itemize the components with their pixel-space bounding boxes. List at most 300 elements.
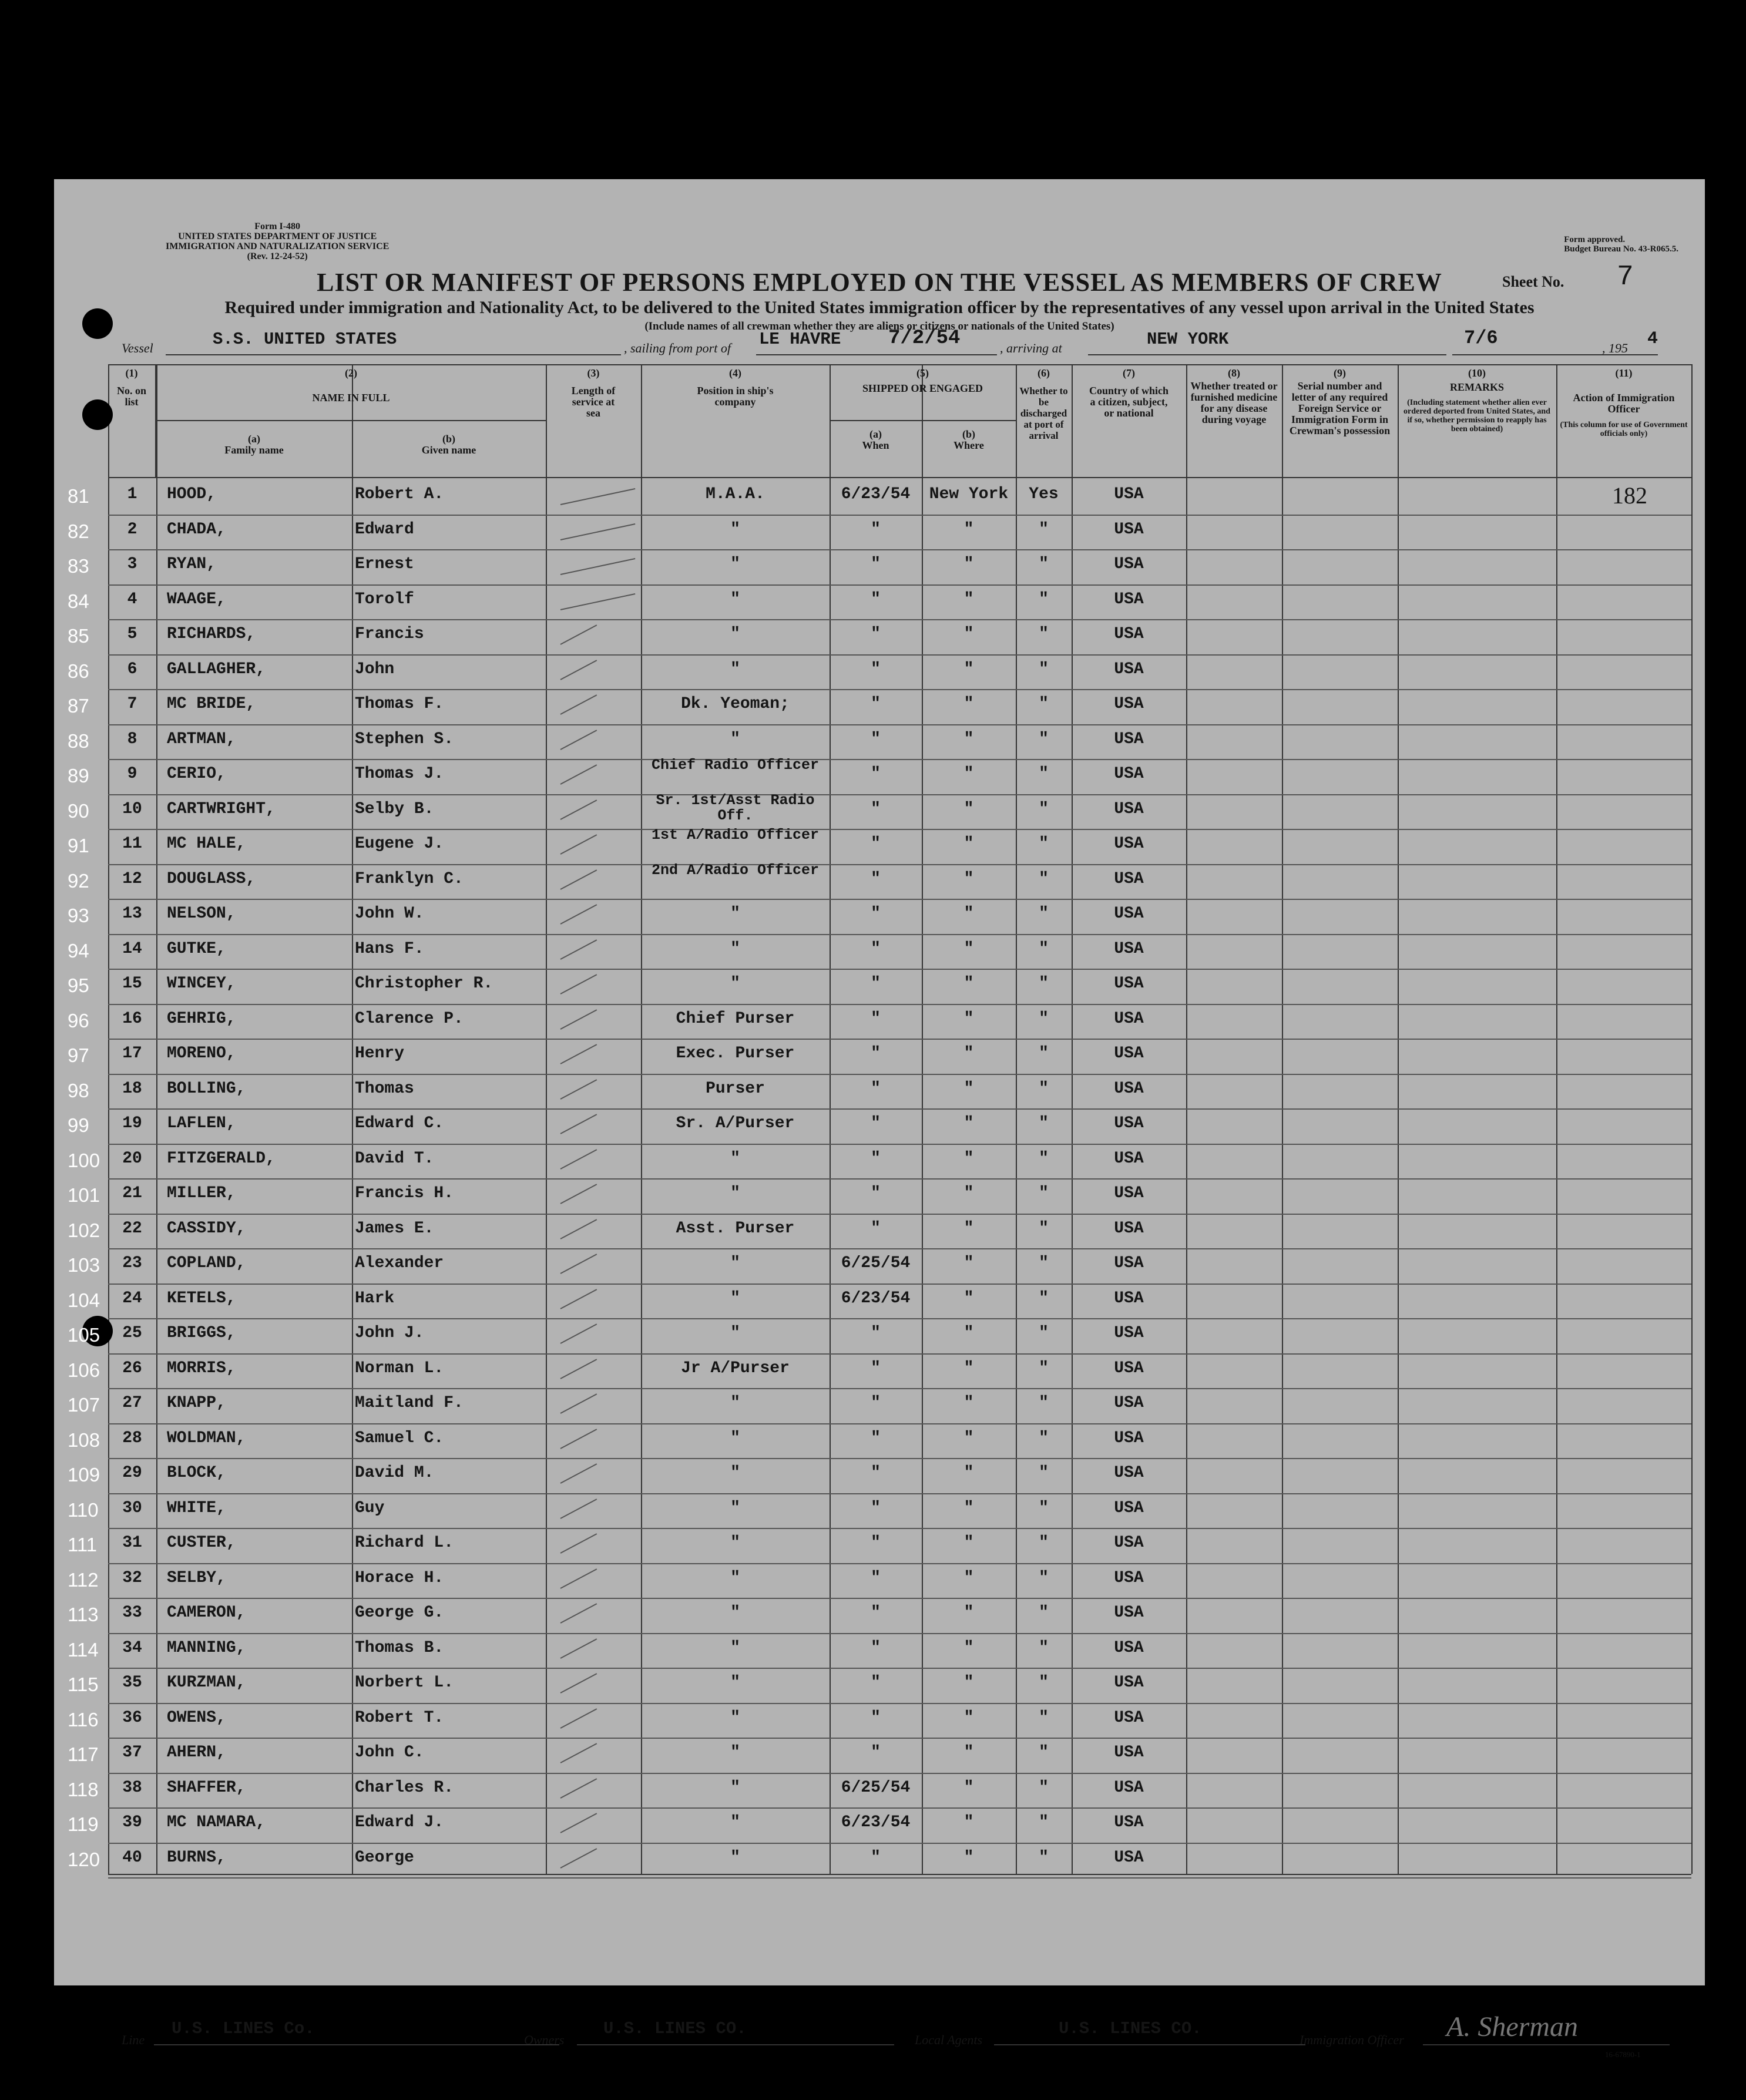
cell-when: " — [871, 939, 881, 958]
sub-num: (b) — [442, 433, 455, 445]
cell-when: 6/25/54 — [841, 1778, 911, 1797]
cell-country: USA — [1114, 1149, 1144, 1168]
cell-given: James E. — [355, 1219, 434, 1238]
cell-where: " — [963, 730, 974, 748]
cell-family: MORRIS, — [167, 1359, 236, 1377]
cell-discharged: " — [1039, 1184, 1049, 1202]
cell-no: 34 — [122, 1638, 142, 1657]
cell-family: DOUGLASS, — [167, 869, 256, 888]
col-header-remarks — [1398, 364, 1556, 477]
cell-no: 7 — [127, 695, 137, 713]
cell-position: 1st A/Radio Officer — [651, 826, 820, 844]
cell-where: " — [963, 939, 974, 958]
cell-country: USA — [1114, 1254, 1144, 1272]
table-row — [108, 1844, 1691, 1879]
cell-position: " — [730, 1568, 740, 1587]
cell-position: Dk. Yeoman; — [681, 695, 790, 713]
cell-country: USA — [1114, 1848, 1144, 1867]
cell-where: " — [963, 1219, 974, 1238]
cell-family: KURZMAN, — [167, 1674, 246, 1692]
col-num: (5) — [916, 367, 929, 379]
cell-family: CAMERON, — [167, 1604, 246, 1622]
cell-position: " — [730, 1708, 740, 1727]
cell-when: " — [871, 835, 881, 853]
cell-when: " — [871, 1114, 881, 1133]
cell-when: " — [871, 1848, 881, 1867]
cell-where: " — [963, 1114, 974, 1133]
cell-discharged: " — [1039, 939, 1049, 958]
cell-position: " — [730, 1534, 740, 1552]
cell-given: Samuel C. — [355, 1429, 444, 1447]
cell-country: USA — [1114, 520, 1144, 539]
page-row-number: 111 — [68, 1534, 98, 1555]
length-of-service-check — [560, 1673, 597, 1694]
family-name-subheader — [156, 434, 352, 456]
length-of-service-check — [560, 1638, 597, 1659]
cell-given: Maitland F. — [355, 1394, 464, 1412]
cell-given: David M. — [355, 1464, 434, 1482]
length-of-service-check — [560, 799, 597, 820]
table-row — [108, 1075, 1691, 1110]
cell-position: " — [730, 1778, 740, 1797]
cell-no: 13 — [122, 905, 142, 923]
cell-family: ARTMAN, — [167, 730, 236, 748]
cell-family: CUSTER, — [167, 1534, 236, 1552]
cell-position: " — [730, 590, 740, 609]
cell-given: Norman L. — [355, 1359, 444, 1377]
cell-no: 22 — [122, 1219, 142, 1238]
page-row-number: 82 — [68, 520, 89, 542]
cell-discharged: " — [1039, 520, 1049, 539]
col-header-treated — [1186, 364, 1282, 477]
cell-family: CARTWRIGHT, — [167, 799, 276, 818]
col-label: No. on list — [116, 385, 146, 408]
table-row — [108, 586, 1691, 621]
cell-family: OWENS, — [167, 1708, 226, 1727]
cell-no: 38 — [122, 1778, 142, 1797]
table-row — [108, 1285, 1691, 1320]
cell-when: 6/23/54 — [841, 485, 911, 503]
cell-given: Guy — [355, 1498, 385, 1517]
cell-no: 19 — [122, 1114, 142, 1133]
length-of-service-check — [560, 1289, 597, 1309]
length-of-service-check — [560, 1813, 597, 1833]
cell-discharged: " — [1039, 1324, 1049, 1342]
cell-where: " — [963, 1009, 974, 1028]
cell-country: USA — [1114, 1498, 1144, 1517]
cell-discharged: " — [1039, 1009, 1049, 1028]
cell-given: Thomas F. — [355, 695, 444, 713]
table-row — [108, 1529, 1691, 1564]
cell-position: " — [730, 975, 740, 993]
length-of-service-check — [560, 1149, 597, 1170]
when-subheader — [830, 429, 922, 451]
cell-country: USA — [1114, 1604, 1144, 1622]
cell-discharged: " — [1039, 1149, 1049, 1168]
sub-num: (a) — [248, 433, 260, 445]
page-row-number: 110 — [68, 1498, 99, 1521]
cell-position: " — [730, 1674, 740, 1692]
table-row — [108, 1249, 1691, 1285]
length-of-service-check — [560, 1079, 597, 1100]
cell-position: " — [730, 730, 740, 748]
cell-when: " — [871, 799, 881, 818]
cell-where: " — [963, 660, 974, 678]
cell-country: USA — [1114, 835, 1144, 853]
cell-country: USA — [1114, 485, 1144, 503]
table-row — [108, 550, 1691, 586]
cell-country: USA — [1114, 1534, 1144, 1552]
page-row-number: 87 — [68, 695, 89, 717]
owners-label: Owners — [524, 2032, 565, 2047]
length-of-service-check — [560, 1708, 597, 1729]
col-header-no — [108, 364, 156, 477]
length-of-service-check — [560, 558, 636, 575]
page-row-number: 117 — [68, 1743, 99, 1765]
cell-discharged: " — [1039, 905, 1049, 923]
length-of-service-check — [560, 694, 597, 715]
cell-discharged: " — [1039, 1044, 1049, 1063]
cell-position: " — [730, 1149, 740, 1168]
cell-position: " — [730, 1324, 740, 1342]
cell-when: " — [871, 1604, 881, 1622]
col-num: (9) — [1334, 367, 1346, 379]
cell-family: BOLLING, — [167, 1079, 246, 1098]
cell-where: " — [963, 1079, 974, 1098]
cell-country: USA — [1114, 1674, 1144, 1692]
cell-no: 6 — [127, 660, 137, 678]
length-of-service-check — [560, 1359, 597, 1379]
cell-when: " — [871, 1149, 881, 1168]
sub-label: Given name — [421, 444, 476, 456]
cell-discharged: " — [1039, 1394, 1049, 1412]
table-row — [108, 1215, 1691, 1250]
page-row-number: 106 — [68, 1359, 100, 1381]
cell-discharged: " — [1039, 1848, 1049, 1867]
cell-no: 16 — [122, 1009, 142, 1028]
cell-where: " — [963, 590, 974, 609]
cell-where: " — [963, 1254, 974, 1272]
cell-where: " — [963, 1429, 974, 1447]
length-of-service-check — [560, 904, 597, 925]
table-row — [108, 900, 1691, 935]
cell-when: " — [871, 1568, 881, 1587]
cell-no: 35 — [122, 1674, 142, 1692]
table-row — [108, 1704, 1691, 1739]
col-label: Whether treated or furnished medicine for any disease during voyage — [1190, 380, 1278, 425]
sub-label: Where — [953, 439, 984, 451]
cell-where: " — [963, 1464, 974, 1482]
cell-where: " — [963, 1534, 974, 1552]
length-of-service-check — [560, 1114, 597, 1134]
cell-given: Edward — [355, 520, 414, 539]
cell-when: " — [871, 1394, 881, 1412]
cell-position: " — [730, 1254, 740, 1272]
col-num: (10) — [1468, 367, 1486, 379]
cell-family: GEHRIG, — [167, 1009, 236, 1028]
cell-family: WAAGE, — [167, 590, 226, 609]
cell-given: George G. — [355, 1604, 444, 1622]
sub-label: When — [862, 439, 889, 451]
cell-country: USA — [1114, 1813, 1144, 1832]
cell-discharged: " — [1039, 1429, 1049, 1447]
cell-family: NELSON, — [167, 905, 236, 923]
cell-family: CHADA, — [167, 520, 226, 539]
cell-given: Eugene J. — [355, 835, 444, 853]
cell-discharged: " — [1039, 730, 1049, 748]
cell-position: " — [730, 1429, 740, 1447]
cell-where: " — [963, 1289, 974, 1308]
cell-country: USA — [1114, 869, 1144, 888]
col-num: (1) — [125, 367, 138, 379]
cell-family: WINCEY, — [167, 975, 236, 993]
cell-country: USA — [1114, 1778, 1144, 1797]
cell-when: " — [871, 1638, 881, 1657]
line-value: U.S. LINES Co. — [172, 2019, 315, 2038]
cell-position: " — [730, 1638, 740, 1657]
cell-country: USA — [1114, 730, 1144, 748]
table-row — [108, 935, 1691, 970]
cell-family: MORENO, — [167, 1044, 236, 1063]
col-header-name — [156, 364, 546, 477]
cell-country: USA — [1114, 660, 1144, 678]
cell-family: SELBY, — [167, 1568, 226, 1587]
page-row-number: 116 — [68, 1708, 99, 1731]
cell-family: BURNS, — [167, 1848, 226, 1867]
form-identifier — [166, 221, 389, 261]
length-of-service-check — [560, 1044, 597, 1064]
cell-no: 27 — [122, 1394, 142, 1412]
cell-given: Edward J. — [355, 1813, 444, 1832]
cell-position: " — [730, 660, 740, 678]
cell-when: " — [871, 1359, 881, 1377]
cell-country: USA — [1114, 625, 1144, 643]
page-row-number: 83 — [68, 555, 89, 577]
cell-country: USA — [1114, 1009, 1144, 1028]
cell-discharged: " — [1039, 1743, 1049, 1762]
cell-given: Christopher R. — [355, 975, 493, 993]
cell-no: 31 — [122, 1534, 142, 1552]
cell-family: WOLDMAN, — [167, 1429, 246, 1447]
cell-discharged: Yes — [1029, 485, 1059, 503]
cell-when: " — [871, 1743, 881, 1762]
arriving-port: NEW YORK — [1147, 330, 1229, 349]
cell-when: 6/25/54 — [841, 1254, 911, 1272]
table-row — [108, 481, 1691, 516]
cell-given: Hans F. — [355, 939, 424, 958]
length-of-service-check — [560, 488, 636, 505]
cell-where: " — [963, 765, 974, 783]
cell-when: " — [871, 660, 881, 678]
cell-country: USA — [1114, 1708, 1144, 1727]
cell-when: " — [871, 730, 881, 748]
cell-family: KNAPP, — [167, 1394, 226, 1412]
cell-given: Francis — [355, 625, 424, 643]
cell-discharged: " — [1039, 1534, 1049, 1552]
cell-no: 32 — [122, 1568, 142, 1587]
col-header-action — [1556, 364, 1691, 477]
cell-given: Ernest — [355, 555, 414, 573]
col-label: Whether to be discharged at port of arrival — [1019, 385, 1068, 441]
approved-line-2: Budget Bureau No. 43-R065.5. — [1564, 244, 1678, 254]
cell-discharged: " — [1039, 1708, 1049, 1727]
cell-when: " — [871, 555, 881, 573]
cell-where: " — [963, 695, 974, 713]
cell-where: " — [963, 1604, 974, 1622]
cell-when: " — [871, 869, 881, 888]
cell-where: " — [963, 1638, 974, 1657]
cell-where: " — [963, 1394, 974, 1412]
officer-label: Immigration Officer — [1300, 2032, 1404, 2047]
cell-when: " — [871, 975, 881, 993]
cell-country: USA — [1114, 975, 1144, 993]
cell-position: Sr. A/Purser — [676, 1114, 795, 1133]
col-label: Action of Immigration Officer — [1573, 392, 1675, 415]
vessel-name: S.S. UNITED STATES — [213, 330, 397, 349]
length-of-service-check — [560, 1009, 597, 1030]
cell-position: 2nd A/Radio Officer — [651, 861, 820, 879]
sub-num: (a) — [869, 428, 882, 440]
table-row — [108, 1319, 1691, 1355]
cell-no: 11 — [122, 835, 142, 853]
cell-when: " — [871, 1184, 881, 1202]
cell-country: USA — [1114, 1464, 1144, 1482]
cell-position: " — [730, 1498, 740, 1517]
cell-given: Norbert L. — [355, 1674, 454, 1692]
page-row-number: 120 — [68, 1848, 100, 1870]
revision: (Rev. 12-24-52) — [247, 251, 308, 261]
officer-mark: 182 — [1612, 482, 1647, 509]
cell-where: " — [963, 1324, 974, 1342]
cell-discharged: " — [1039, 835, 1049, 853]
col-header-position — [641, 364, 830, 477]
cell-no: 24 — [122, 1289, 142, 1308]
page-row-number: 98 — [68, 1079, 89, 1101]
cell-family: BRIGGS, — [167, 1324, 236, 1342]
form-approval — [1564, 235, 1678, 254]
cell-where: " — [963, 1743, 974, 1762]
cell-when: " — [871, 765, 881, 783]
length-of-service-check — [560, 1533, 597, 1554]
sailing-date: 7/2/54 — [888, 327, 961, 350]
cell-when: " — [871, 1009, 881, 1028]
agents-label: Local Agents — [915, 2032, 983, 2047]
col-label: Country of which a citizen, subject, or national — [1089, 385, 1169, 419]
cell-country: USA — [1114, 1743, 1144, 1762]
cell-discharged: " — [1039, 1778, 1049, 1797]
page-row-number: 107 — [68, 1394, 100, 1416]
cell-family: LAFLEN, — [167, 1114, 236, 1133]
cell-family: CERIO, — [167, 765, 226, 783]
page-row-number: 88 — [68, 730, 89, 752]
cell-discharged: " — [1039, 695, 1049, 713]
given-name-subheader — [352, 434, 546, 456]
cell-country: USA — [1114, 905, 1144, 923]
cell-position: " — [730, 1848, 740, 1867]
cell-discharged: " — [1039, 1219, 1049, 1238]
cell-country: USA — [1114, 1324, 1144, 1342]
cell-given: Stephen S. — [355, 730, 454, 748]
print-code: 16-67890-1 — [1605, 2050, 1641, 2059]
col-header-serial — [1282, 364, 1398, 477]
cell-given: John C. — [355, 1743, 424, 1762]
year-prefix: , 195 — [1602, 341, 1628, 355]
cell-given: John — [355, 660, 395, 678]
length-of-service-check — [560, 1254, 597, 1274]
cell-country: USA — [1114, 1219, 1144, 1238]
cell-given: Richard L. — [355, 1534, 454, 1552]
page-row-number: 115 — [68, 1674, 99, 1695]
sheet-number-label: Sheet No. — [1502, 273, 1564, 290]
cell-no: 12 — [122, 869, 142, 888]
cell-family: CASSIDY, — [167, 1219, 246, 1238]
cell-when: 6/23/54 — [841, 1813, 911, 1832]
cell-discharged: " — [1039, 1254, 1049, 1272]
cell-when: " — [871, 1079, 881, 1098]
cell-family: BLOCK, — [167, 1464, 226, 1482]
cell-discharged: " — [1039, 765, 1049, 783]
cell-no: 1 — [127, 485, 137, 503]
cell-given: John J. — [355, 1324, 424, 1342]
punch-hole — [82, 399, 113, 430]
length-of-service-check — [560, 1498, 597, 1519]
cell-where: New York — [929, 485, 1009, 503]
cell-when: " — [871, 1708, 881, 1727]
where-subheader — [922, 429, 1016, 451]
length-of-service-check — [560, 1184, 597, 1204]
approved-line-1: Form approved. — [1564, 235, 1626, 244]
col-num: (2) — [345, 367, 357, 379]
cell-no: 2 — [127, 520, 137, 539]
cell-given: Thomas J. — [355, 765, 444, 783]
cell-position: Jr A/Purser — [681, 1359, 790, 1377]
cell-where: " — [963, 625, 974, 643]
page-row-number: 109 — [68, 1464, 100, 1486]
cell-where: " — [963, 1848, 974, 1867]
length-of-service-check — [560, 1848, 597, 1869]
cell-when: " — [871, 905, 881, 923]
page-row-number: 112 — [68, 1568, 99, 1591]
cell-country: USA — [1114, 1429, 1144, 1447]
cell-given: George — [355, 1848, 414, 1867]
page-row-number: 96 — [68, 1009, 89, 1031]
page-row-number: 102 — [68, 1219, 100, 1241]
cell-country: USA — [1114, 799, 1144, 818]
length-of-service-check — [560, 1568, 597, 1589]
cell-position: M.A.A. — [706, 485, 765, 503]
cell-no: 30 — [122, 1498, 142, 1517]
cell-given: Robert T. — [355, 1708, 444, 1727]
table-row — [108, 1459, 1691, 1494]
cell-no: 17 — [122, 1044, 142, 1063]
cell-position: Purser — [706, 1079, 765, 1098]
cell-no: 23 — [122, 1254, 142, 1272]
punch-hole — [82, 308, 113, 339]
page-row-number: 113 — [68, 1604, 99, 1625]
page-row-number: 92 — [68, 869, 89, 892]
cell-no: 15 — [122, 975, 142, 993]
table-row — [108, 1634, 1691, 1669]
cell-country: USA — [1114, 1638, 1144, 1657]
cell-where: " — [963, 1708, 974, 1727]
cell-family: GUTKE, — [167, 939, 226, 958]
table-row — [108, 1005, 1691, 1040]
cell-discharged: " — [1039, 1638, 1049, 1657]
length-of-service-check — [560, 1778, 597, 1799]
cell-discharged: " — [1039, 1289, 1049, 1308]
table-row — [108, 970, 1691, 1005]
length-of-service-check — [560, 1219, 597, 1239]
